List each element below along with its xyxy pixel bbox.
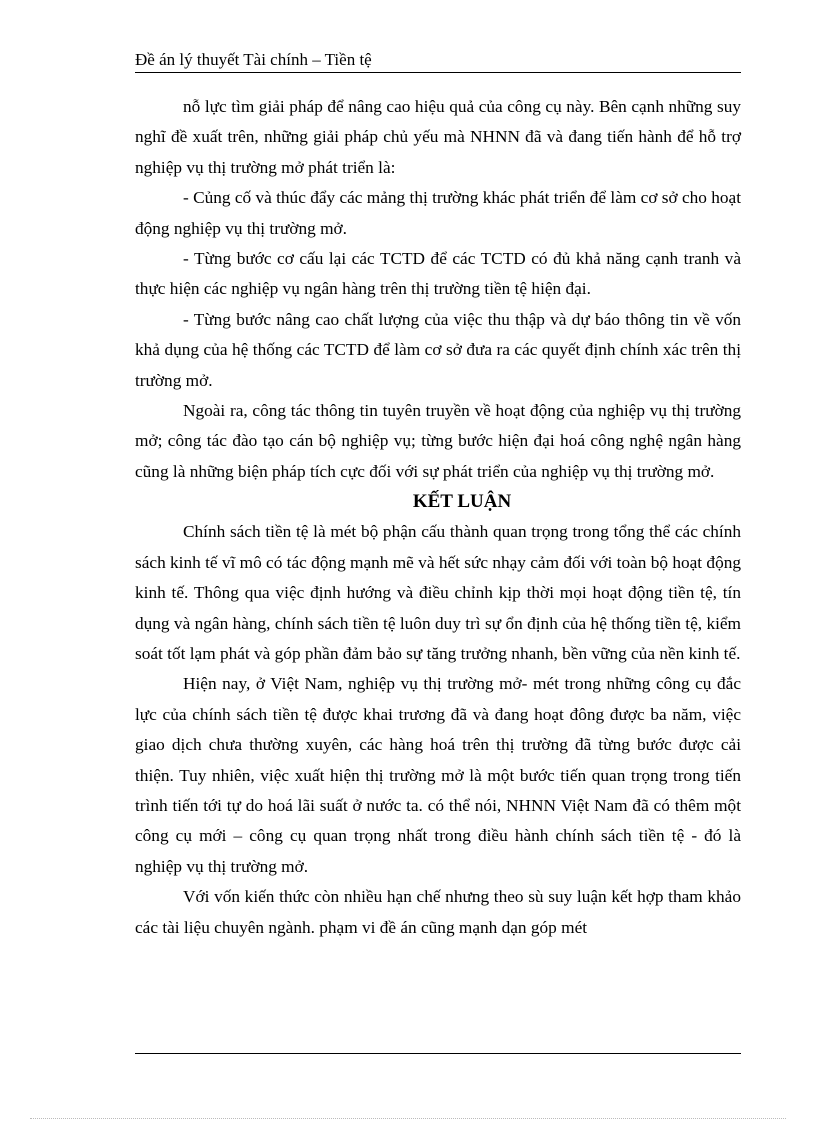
page-header — [135, 50, 741, 73]
paragraph: Hiện nay, ở Việt Nam, nghiệp vụ thị trường mở- mét trong những công cụ đắc lực của chính sách tiền tệ được khai trương đã và đang hoạt đông được ba năm, việc giao dịch chưa thường xuyên, các hàng hoá trên thị trường đã từng bước được cải thiện. Tuy nhiên, việc xuất hiện thị trường mở là một bước tiến quan trọng trong tiến trình tiến tới tự do hoá lãi suất ở nước ta. có thể nói, NHNN Việt Nam đã có thêm một công cụ mới – công cụ quan trọng nhất trong điều hành chính sách tiền tệ - đó là nghiệp vụ thị trường mở. — [135, 674, 741, 876]
paragraph: nỗ lực tìm giải pháp để nâng cao hiệu quả của công cụ này. Bên cạnh những suy nghĩ đề xuất trên, những giải pháp chủ yếu mà NHNN đã và đang tiến hành để hỗ trợ nghiệp vụ thị trường mở phát triển là: — [135, 97, 741, 177]
paragraph: Ngoài ra, công tác thông tin tuyên truyền về hoạt động của nghiệp vụ thị trường mở; công tác đào tạo cán bộ nghiệp vụ; từng bước hiện đại hoá công nghệ ngân hàng cũng là những biện pháp tích cực đối với sự phát triển của nghiệp vụ thị trường mở. — [135, 401, 741, 481]
paragraph: Chính sách tiền tệ là mét bộ phận cấu thành quan trọng trong tổng thể các chính sách kinh tế vĩ mô có tác động mạnh mẽ và hết sức nhạy cảm đối với toàn bộ hoạt động kinh tế. Thông qua việc định hướng và điều chỉnh kịp thời mọi hoạt động tiền tệ, tín dụng và ngân hàng, chính sách tiền tệ luôn duy trì sự ổn định của hệ thống tiền tệ, kiểm soát tốt lạm phát và góp phần đảm bảo sự tăng trưởng nhanh, bền vững của nền kinh tế. — [135, 522, 741, 663]
section-heading: KẾT LUẬN — [412, 491, 512, 513]
document-body — [135, 92, 741, 943]
paragraph: - Củng cố và thúc đẩy các mảng thị trường khác phát triển để làm cơ sở cho hoạt động nghiệp vụ thị trường mở. — [135, 188, 741, 238]
paragraph: - Từng bước cơ cấu lại các TCTD để các TCTD có đủ khả năng cạnh tranh và thực hiện các nghiệp vụ ngân hàng trên thị trường tiền tệ hiện đại. — [135, 249, 741, 299]
page-boundary — [30, 1118, 786, 1119]
page-header-title: Đề án lý thuyết Tài chính – Tiền tệ — [135, 50, 372, 69]
paragraph: - Từng bước nâng cao chất lượng của việc thu thập và dự báo thông tin về vốn khả dụng của hệ thống các TCTD để làm cơ sở đưa ra các quyết định chính xác trên thị trường mở. — [135, 309, 741, 390]
paragraph: Với vốn kiến thức còn nhiều hạn chế nhưng theo sù suy luận kết hợp tham khảo các tài liệu chuyên ngành. phạm vi đề án cũng mạnh dạn góp mét — [135, 887, 741, 937]
footer-divider — [135, 1053, 741, 1054]
